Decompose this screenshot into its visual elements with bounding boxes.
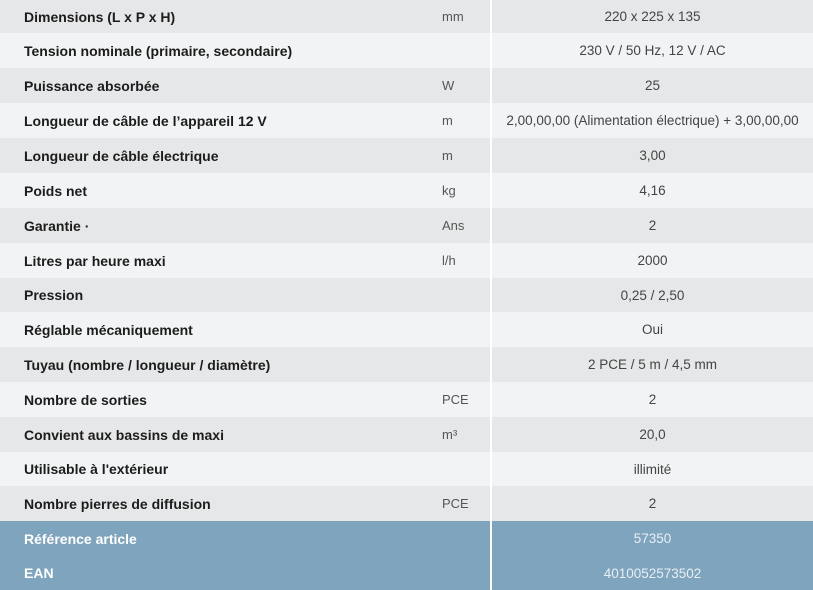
spec-unit: PCE bbox=[442, 382, 490, 417]
spec-value: 25 bbox=[492, 68, 813, 103]
spec-label: Réglable mécaniquement bbox=[0, 312, 442, 347]
identifier-row bbox=[0, 556, 813, 590]
spec-row bbox=[0, 138, 813, 173]
spec-unit bbox=[442, 312, 490, 347]
spec-unit bbox=[442, 278, 490, 312]
spec-label: Longueur de câble de l’appareil 12 V bbox=[0, 103, 442, 138]
spec-row bbox=[0, 0, 813, 33]
identifier-value: 57350 bbox=[492, 521, 813, 556]
spec-row bbox=[0, 173, 813, 208]
spec-label: Longueur de câble électrique bbox=[0, 138, 442, 173]
spec-row bbox=[0, 278, 813, 312]
spec-unit bbox=[442, 33, 490, 68]
spec-row bbox=[0, 103, 813, 138]
spec-value: 2 bbox=[492, 486, 813, 521]
spec-row bbox=[0, 33, 813, 68]
spec-label: Dimensions (L x P x H) bbox=[0, 0, 442, 33]
spec-value: illimité bbox=[492, 452, 813, 486]
spec-row bbox=[0, 243, 813, 278]
spec-unit: PCE bbox=[442, 486, 490, 521]
spec-label: Garantie · bbox=[0, 208, 442, 243]
spec-label: Convient aux bassins de maxi bbox=[0, 417, 442, 452]
spec-row bbox=[0, 486, 813, 521]
spec-value: 3,00 bbox=[492, 138, 813, 173]
identifier-label: EAN bbox=[0, 556, 490, 590]
spec-value: 2 bbox=[492, 208, 813, 243]
spec-row bbox=[0, 347, 813, 382]
spec-label: Tuyau (nombre / longueur / diamètre) bbox=[0, 347, 442, 382]
identifier-row bbox=[0, 521, 813, 556]
spec-value: 2 bbox=[492, 382, 813, 417]
spec-unit bbox=[442, 452, 490, 486]
spec-value: 4,16 bbox=[492, 173, 813, 208]
spec-unit: m bbox=[442, 103, 490, 138]
spec-label: Puissance absorbée bbox=[0, 68, 442, 103]
spec-value: 2,00,00,00 (Alimentation électrique) + 3,00,00,00 bbox=[492, 103, 813, 138]
spec-value: Oui bbox=[492, 312, 813, 347]
spec-label: Utilisable à l'extérieur bbox=[0, 452, 442, 486]
spec-row bbox=[0, 208, 813, 243]
spec-label: Pression bbox=[0, 278, 442, 312]
spec-unit: kg bbox=[442, 173, 490, 208]
spec-label: Nombre pierres de diffusion bbox=[0, 486, 442, 521]
spec-value: 220 x 225 x 135 bbox=[492, 0, 813, 33]
spec-value: 0,25 / 2,50 bbox=[492, 278, 813, 312]
spec-value: 20,0 bbox=[492, 417, 813, 452]
spec-value: 2 PCE / 5 m / 4,5 mm bbox=[492, 347, 813, 382]
spec-row bbox=[0, 312, 813, 347]
spec-label: Tension nominale (primaire, secondaire) bbox=[0, 33, 442, 68]
spec-unit: l/h bbox=[442, 243, 490, 278]
spec-row bbox=[0, 68, 813, 103]
spec-value: 2000 bbox=[492, 243, 813, 278]
spec-unit: W bbox=[442, 68, 490, 103]
spec-row bbox=[0, 417, 813, 452]
spec-value: 230 V / 50 Hz, 12 V / AC bbox=[492, 33, 813, 68]
spec-label: Litres par heure maxi bbox=[0, 243, 442, 278]
spec-label: Poids net bbox=[0, 173, 442, 208]
spec-row bbox=[0, 452, 813, 486]
spec-unit bbox=[442, 347, 490, 382]
spec-unit: m bbox=[442, 138, 490, 173]
spec-unit: mm bbox=[442, 0, 490, 33]
spec-row bbox=[0, 382, 813, 417]
identifier-label: Référence article bbox=[0, 521, 490, 556]
spec-label: Nombre de sorties bbox=[0, 382, 442, 417]
spec-unit: Ans bbox=[442, 208, 490, 243]
spec-unit: m³ bbox=[442, 417, 490, 452]
identifier-value: 4010052573502 bbox=[492, 556, 813, 590]
